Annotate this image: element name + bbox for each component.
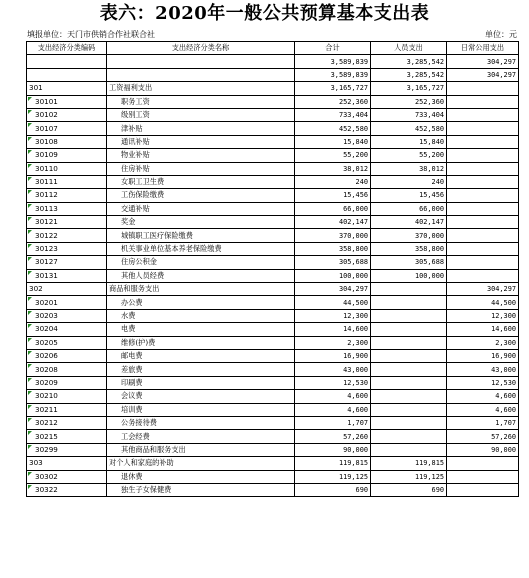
cell-code: 30208 [27,363,107,376]
cell-personnel: 15,840 [371,135,447,148]
cell-code: 30205 [27,336,107,349]
cell-name: 交通补贴 [107,202,295,215]
cell-public [447,202,519,215]
table-row [27,416,519,429]
cell-public [447,229,519,242]
cell-personnel: 3,285,542 [371,68,447,81]
column-header-code: 支出经济分类编码 [27,42,107,55]
cell-personnel: 66,000 [371,202,447,215]
cell-public: 16,900 [447,349,519,362]
cell-total: 38,012 [295,162,371,175]
cell-total: 119,125 [295,470,371,483]
cell-public [447,149,519,162]
cell-code [27,55,107,68]
table-row [27,430,519,443]
cell-public [447,189,519,202]
cell-name: 其他人员经费 [107,269,295,282]
cell-personnel: 252,360 [371,95,447,108]
cell-code: 30211 [27,403,107,416]
cell-personnel: 452,580 [371,122,447,135]
table-row [27,296,519,309]
cell-code: 30201 [27,296,107,309]
cell-public: 12,530 [447,376,519,389]
cell-public: 304,297 [447,55,519,68]
cell-name: 住房补贴 [107,162,295,175]
cell-personnel [371,430,447,443]
cell-total: 733,404 [295,108,371,121]
cell-total: 43,000 [295,363,371,376]
table-header-row [27,42,519,55]
table-row [27,363,519,376]
cell-personnel [371,309,447,322]
cell-name: 工资福利支出 [107,82,295,95]
cell-total: 12,300 [295,309,371,322]
cell-code: 30203 [27,309,107,322]
table-row [27,189,519,202]
cell-public [447,483,519,496]
cell-total: 119,815 [295,457,371,470]
cell-name: 印刷费 [107,376,295,389]
cell-total: 3,165,727 [295,82,371,95]
cell-personnel [371,296,447,309]
cell-name: 城镇职工医疗保险缴费 [107,229,295,242]
cell-code: 30210 [27,390,107,403]
table-row [27,82,519,95]
table-row [27,443,519,456]
cell-public [447,256,519,269]
currency-unit: 单位：元 [485,30,517,39]
cell-code: 30102 [27,108,107,121]
cell-total: 57,260 [295,430,371,443]
cell-public: 44,500 [447,296,519,309]
cell-total: 14,600 [295,323,371,336]
cell-public: 4,600 [447,390,519,403]
table-row [27,309,519,322]
cell-personnel: 15,456 [371,189,447,202]
cell-public [447,269,519,282]
cell-personnel [371,363,447,376]
cell-name: 办公费 [107,296,295,309]
cell-public [447,122,519,135]
cell-name: 奖金 [107,216,295,229]
cell-name: 邮电费 [107,349,295,362]
cell-name: 机关事业单位基本养老保险缴费 [107,242,295,255]
cell-public [447,242,519,255]
cell-public [447,135,519,148]
cell-code: 30212 [27,416,107,429]
cell-total: 402,147 [295,216,371,229]
cell-personnel: 402,147 [371,216,447,229]
cell-total: 4,600 [295,390,371,403]
cell-code: 30113 [27,202,107,215]
cell-public [447,175,519,188]
cell-name: 物业补贴 [107,149,295,162]
cell-personnel [371,403,447,416]
cell-name: 差旅费 [107,363,295,376]
cell-name: 水费 [107,309,295,322]
cell-personnel: 119,815 [371,457,447,470]
cell-personnel: 3,165,727 [371,82,447,95]
reporting-unit: 填报单位：天门市供销合作社联合社 [27,30,155,39]
cell-total: 2,300 [295,336,371,349]
cell-code: 30206 [27,349,107,362]
cell-personnel: 305,688 [371,256,447,269]
cell-name [107,55,295,68]
cell-total: 15,840 [295,135,371,148]
cell-total: 90,000 [295,443,371,456]
cell-public: 2,300 [447,336,519,349]
cell-code: 30322 [27,483,107,496]
cell-name: 职务工资 [107,95,295,108]
cell-name: 维修(护)费 [107,336,295,349]
table-row [27,323,519,336]
cell-total: 252,360 [295,95,371,108]
cell-personnel: 55,200 [371,149,447,162]
cell-public: 14,600 [447,323,519,336]
cell-public [447,162,519,175]
table-row [27,216,519,229]
cell-total: 100,000 [295,269,371,282]
cell-public [447,95,519,108]
cell-personnel: 370,000 [371,229,447,242]
cell-name: 公务接待费 [107,416,295,429]
cell-total: 3,589,839 [295,68,371,81]
page-title: 表六：2020年一般公共预算基本支出表 [99,3,430,24]
cell-total: 452,580 [295,122,371,135]
cell-total: 240 [295,175,371,188]
column-header-personnel: 人员支出 [371,42,447,55]
column-header-name: 支出经济分类名称 [107,42,295,55]
cell-name: 退休费 [107,470,295,483]
cell-public: 1,707 [447,416,519,429]
cell-personnel [371,443,447,456]
cell-public: 57,260 [447,430,519,443]
cell-code: 30209 [27,376,107,389]
cell-public [447,470,519,483]
table-row [27,457,519,470]
table-row [27,470,519,483]
cell-public: 304,297 [447,68,519,81]
cell-personnel [371,323,447,336]
cell-name: 津补贴 [107,122,295,135]
cell-name: 对个人和家庭的补助 [107,457,295,470]
cell-personnel [371,376,447,389]
cell-code: 303 [27,457,107,470]
cell-personnel: 119,125 [371,470,447,483]
table-row [27,283,519,296]
cell-personnel [371,336,447,349]
table-body [27,55,519,497]
cell-personnel [371,283,447,296]
cell-code: 30131 [27,269,107,282]
table-row [27,336,519,349]
cell-public: 90,000 [447,443,519,456]
cell-public [447,457,519,470]
cell-code: 30101 [27,95,107,108]
cell-total: 304,297 [295,283,371,296]
cell-personnel: 3,285,542 [371,55,447,68]
cell-code: 30108 [27,135,107,148]
table-row [27,108,519,121]
cell-total: 16,900 [295,349,371,362]
cell-public [447,82,519,95]
cell-code: 30302 [27,470,107,483]
table-row [27,175,519,188]
cell-personnel: 100,000 [371,269,447,282]
table-row [27,242,519,255]
cell-total: 44,500 [295,296,371,309]
table-row [27,135,519,148]
cell-name: 住房公积金 [107,256,295,269]
cell-code: 30299 [27,443,107,456]
cell-code: 302 [27,283,107,296]
cell-public: 12,300 [447,309,519,322]
cell-total: 358,800 [295,242,371,255]
table-row [27,149,519,162]
table-row [27,55,519,68]
column-header-total: 合计 [295,42,371,55]
cell-code: 30127 [27,256,107,269]
cell-name: 会议费 [107,390,295,403]
table-row [27,403,519,416]
table-row [27,202,519,215]
cell-name: 级别工资 [107,108,295,121]
cell-code: 301 [27,82,107,95]
cell-name: 女职工卫生费 [107,175,295,188]
table-row [27,95,519,108]
table-row [27,269,519,282]
cell-code: 30107 [27,122,107,135]
table-row [27,256,519,269]
cell-name: 商品和服务支出 [107,283,295,296]
table-row [27,229,519,242]
cell-total: 66,000 [295,202,371,215]
cell-total: 1,707 [295,416,371,429]
cell-total: 305,688 [295,256,371,269]
cell-name: 工会经费 [107,430,295,443]
cell-total: 4,600 [295,403,371,416]
cell-total: 12,530 [295,376,371,389]
table-row [27,122,519,135]
budget-table [26,41,519,497]
cell-personnel [371,349,447,362]
cell-public [447,216,519,229]
table-row [27,376,519,389]
cell-code: 30111 [27,175,107,188]
cell-personnel: 38,012 [371,162,447,175]
cell-total: 690 [295,483,371,496]
cell-name: 电费 [107,323,295,336]
cell-code: 30215 [27,430,107,443]
cell-code [27,68,107,81]
cell-public [447,108,519,121]
cell-code: 30121 [27,216,107,229]
cell-total: 55,200 [295,149,371,162]
cell-public: 304,297 [447,283,519,296]
cell-public: 43,000 [447,363,519,376]
cell-code: 30123 [27,242,107,255]
cell-code: 30109 [27,149,107,162]
cell-personnel: 358,800 [371,242,447,255]
cell-code: 30110 [27,162,107,175]
cell-total: 370,000 [295,229,371,242]
cell-name [107,68,295,81]
cell-total: 15,456 [295,189,371,202]
cell-personnel [371,390,447,403]
cell-personnel: 733,404 [371,108,447,121]
cell-public: 4,600 [447,403,519,416]
table-row [27,483,519,496]
cell-code: 30122 [27,229,107,242]
cell-name: 培训费 [107,403,295,416]
column-header-public: 日常公用支出 [447,42,519,55]
cell-name: 工伤保险缴费 [107,189,295,202]
table-row [27,162,519,175]
cell-total: 3,589,839 [295,55,371,68]
cell-name: 独生子女保健费 [107,483,295,496]
table-row [27,68,519,81]
cell-personnel: 690 [371,483,447,496]
cell-name: 通讯补贴 [107,135,295,148]
cell-name: 其他商品和服务支出 [107,443,295,456]
cell-personnel: 240 [371,175,447,188]
cell-code: 30204 [27,323,107,336]
cell-code: 30112 [27,189,107,202]
table-row [27,390,519,403]
cell-personnel [371,416,447,429]
table-row [27,349,519,362]
